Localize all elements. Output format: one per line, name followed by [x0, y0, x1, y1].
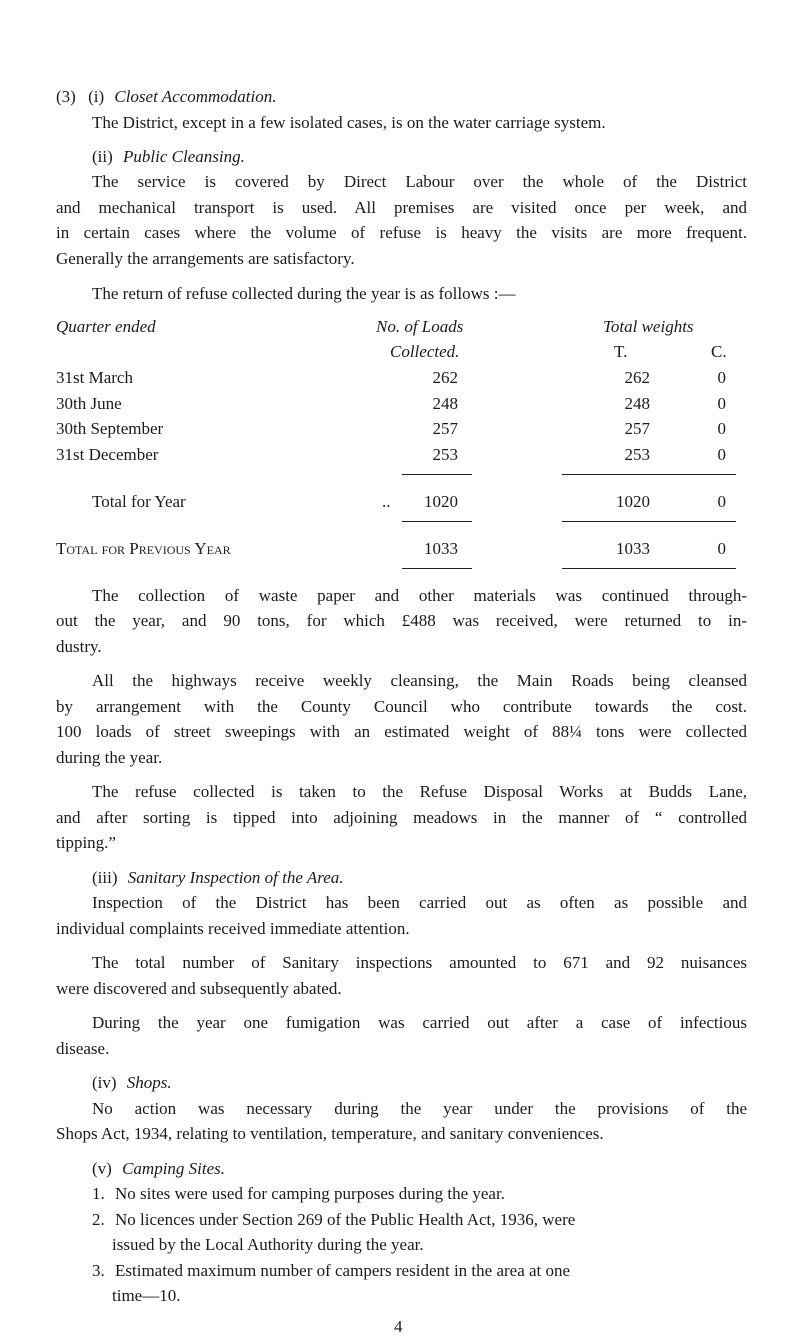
- tons-cell: 248: [624, 394, 650, 413]
- cleansing-heading: [92, 144, 245, 169]
- camping-heading: [92, 1156, 225, 1181]
- cleansing-line: The service is covered by Direct Labour over the whole of the District: [92, 172, 747, 191]
- list-item-number: 1.: [92, 1184, 105, 1203]
- table-rule: [562, 474, 736, 475]
- tons-cell: 253: [624, 445, 650, 464]
- paragraph-line: tipping.”: [56, 833, 116, 852]
- tons-cell: 262: [624, 368, 650, 387]
- paragraph-line: out the year, and 90 tons, for which £488 was received, were returned to in-: [56, 611, 747, 630]
- paragraph-line: by arrangement with the County Council who contribute towards the cost.: [56, 697, 747, 716]
- camping-title: Camping Sites.: [122, 1159, 226, 1178]
- quarter-cell: 30th June: [56, 394, 122, 413]
- cleansing-line: Generally the arrangements are satisfactory.: [56, 249, 355, 268]
- previous-total-loads: 1033: [424, 539, 458, 558]
- quarter-cell: 31st March: [56, 368, 133, 387]
- paragraph-line: were discovered and subsequently abated.: [56, 979, 342, 998]
- closet-title: Closet Accommodation.: [114, 87, 277, 106]
- total-tons: 1020: [616, 492, 650, 511]
- list-item: [92, 1207, 575, 1232]
- cleansing-line: and mechanical transport is used. All premises are visited once per week, and: [56, 198, 747, 217]
- cwt-cell: 0: [717, 419, 726, 438]
- total-dots: ..: [382, 492, 391, 511]
- subsection-number: (ii): [92, 147, 113, 166]
- cwt-cell: 0: [717, 368, 726, 387]
- closet-text: The District, except in a few isolated cases, is on the water carriage system.: [92, 113, 606, 132]
- list-item-number: 2.: [92, 1210, 105, 1229]
- loads-cell: 257: [432, 419, 458, 438]
- sanitary-heading: [92, 865, 344, 890]
- total-cwt: 0: [717, 492, 726, 511]
- table-intro: The return of refuse collected during the year is as follows :—: [92, 284, 516, 303]
- col-header-loads: No. of Loads: [376, 317, 464, 336]
- table-rule: [562, 521, 736, 522]
- list-item: [92, 1181, 505, 1206]
- closet-heading: [56, 84, 277, 109]
- previous-total-cwt: 0: [717, 539, 726, 558]
- paragraph-line: During the year one fumigation was carried out after a case of infectious: [92, 1013, 747, 1032]
- table-rule: [402, 474, 472, 475]
- sanitary-title: Sanitary Inspection of the Area.: [127, 868, 344, 887]
- loads-cell: 248: [432, 394, 458, 413]
- paragraph-line: 100 loads of street sweepings with an estimated weight of 88¼ tons were collected: [56, 722, 747, 741]
- subsection-number: (i): [88, 87, 105, 106]
- tons-cell: 257: [624, 419, 650, 438]
- shops-title: Shops.: [126, 1073, 172, 1092]
- section-number: (3): [56, 87, 76, 106]
- col-header-weights: Total weights: [603, 317, 694, 336]
- paragraph-line: disease.: [56, 1039, 110, 1058]
- paragraph-line: The collection of waste paper and other materials was continued through-: [92, 586, 747, 605]
- paragraph-line: dustry.: [56, 637, 102, 656]
- col-header-loads-sub: Collected.: [390, 342, 460, 361]
- quarter-cell: 31st December: [56, 445, 159, 464]
- list-item: [92, 1258, 570, 1283]
- subsection-number: (iii): [92, 868, 118, 887]
- list-item-text: No sites were used for camping purposes during the year.: [115, 1184, 505, 1203]
- list-item-number: 3.: [92, 1261, 105, 1280]
- list-item-continuation: time—10.: [112, 1286, 181, 1305]
- col-header-tons: T.: [614, 342, 628, 361]
- table-rule: [562, 568, 736, 569]
- loads-cell: 262: [432, 368, 458, 387]
- paragraph-line: The total number of Sanitary inspections amounted to 671 and 92 nuisances: [92, 953, 747, 972]
- quarter-cell: 30th September: [56, 419, 164, 438]
- paragraph-line: individual complaints received immediate attention.: [56, 919, 410, 938]
- total-label: Total for Year: [92, 492, 186, 511]
- subsection-number: (v): [92, 1159, 112, 1178]
- cleansing-title: Public Cleansing.: [123, 147, 245, 166]
- list-item-text: No licences under Section 269 of the Public Health Act, 1936, were: [115, 1210, 576, 1229]
- paragraph-line: during the year.: [56, 748, 163, 767]
- paragraph-line: Shops Act, 1934, relating to ventilation, temperature, and sanitary conveniences.: [56, 1124, 604, 1143]
- col-header-cwt: C.: [711, 342, 727, 361]
- cwt-cell: 0: [717, 394, 726, 413]
- cwt-cell: 0: [717, 445, 726, 464]
- paragraph-line: and after sorting is tipped into adjoining meadows in the manner of “ controlled: [56, 808, 747, 827]
- list-item-continuation: issued by the Local Authority during the year.: [112, 1235, 424, 1254]
- shops-heading: [92, 1070, 172, 1095]
- previous-total-tons: 1033: [616, 539, 650, 558]
- paragraph-line: All the highways receive weekly cleansing, the Main Roads being cleansed: [92, 671, 747, 690]
- col-header-quarter: Quarter ended: [56, 317, 156, 336]
- total-loads: 1020: [424, 492, 458, 511]
- loads-cell: 253: [432, 445, 458, 464]
- cleansing-line: in certain cases where the volume of refuse is heavy the visits are more frequent.: [56, 223, 747, 242]
- paragraph-line: Inspection of the District has been carried out as often as possible and: [92, 893, 747, 912]
- paragraph-line: The refuse collected is taken to the Refuse Disposal Works at Budds Lane,: [92, 782, 747, 801]
- table-rule: [402, 521, 472, 522]
- list-item-text: Estimated maximum number of campers resident in the area at one: [115, 1261, 571, 1280]
- previous-total-label: Total for Previous Year: [56, 539, 231, 558]
- table-rule: [402, 568, 472, 569]
- subsection-number: (iv): [92, 1073, 117, 1092]
- page-number: 4: [394, 1317, 403, 1336]
- paragraph-line: No action was necessary during the year under the provisions of the: [92, 1099, 747, 1118]
